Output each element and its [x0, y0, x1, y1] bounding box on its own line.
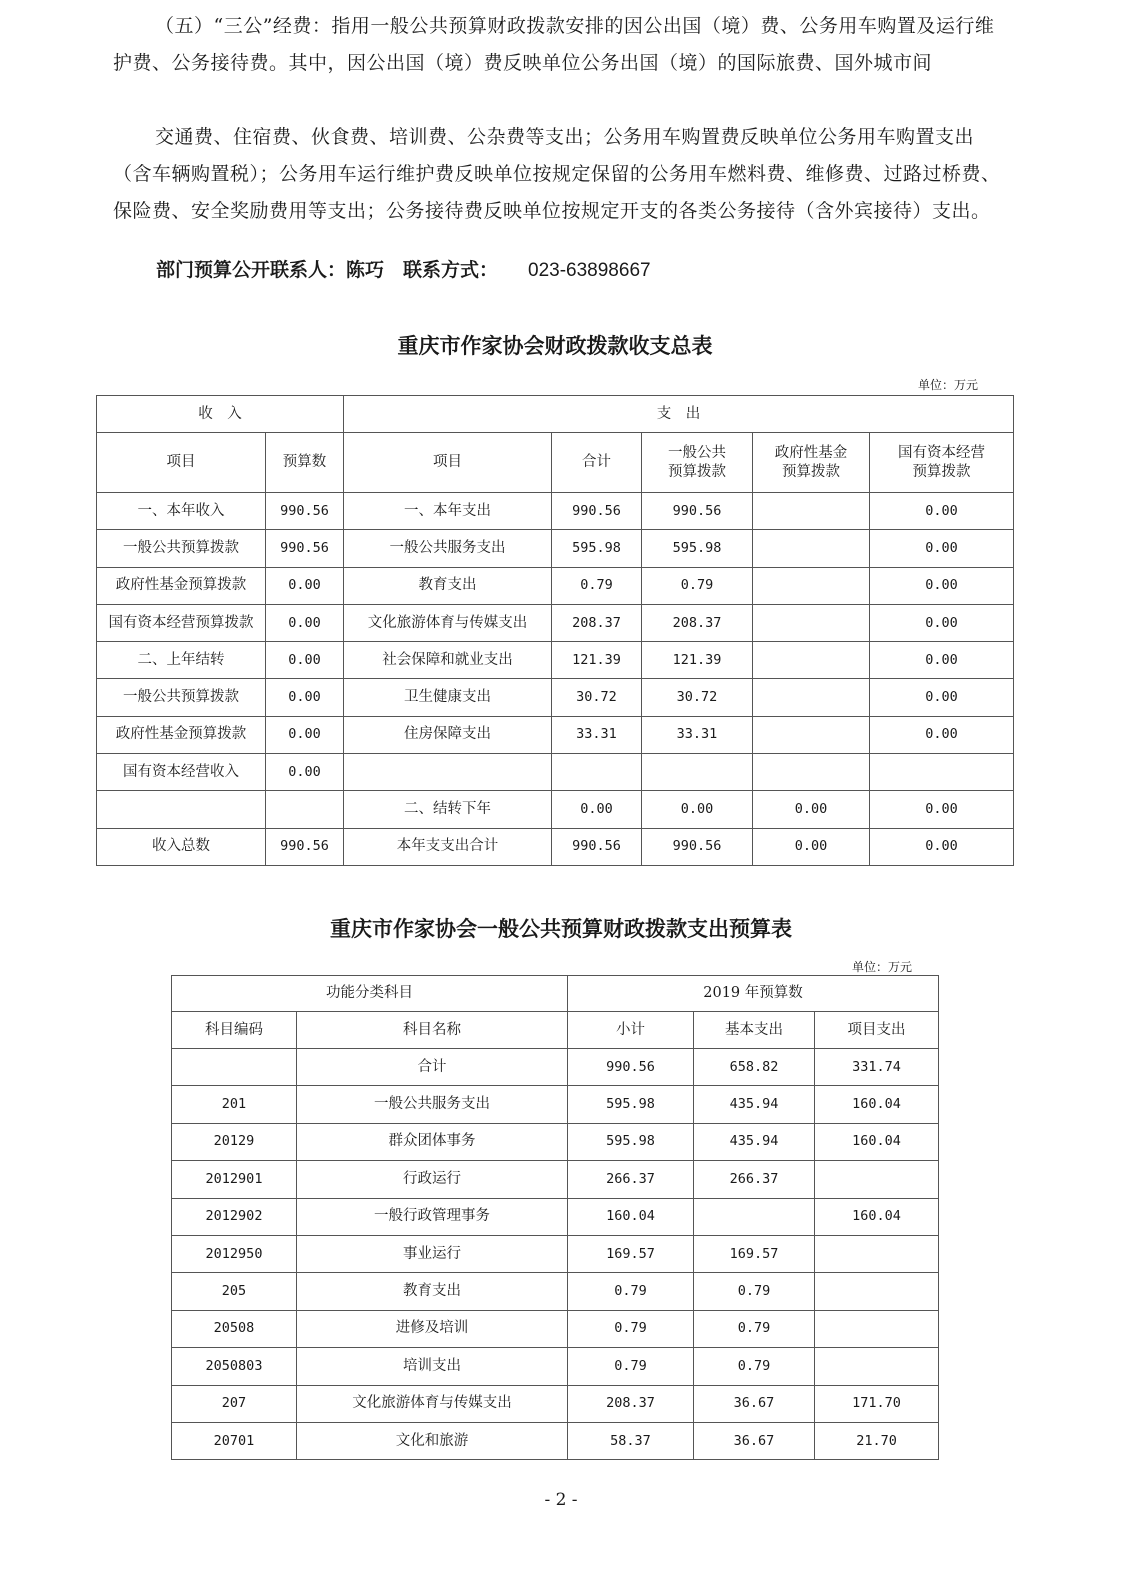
- column-header: 小计: [568, 1012, 694, 1049]
- table-cell: [753, 642, 870, 679]
- column-header: 一般公共 预算拨款: [642, 433, 753, 493]
- table-cell: 一般公共服务支出: [297, 1086, 568, 1123]
- table-cell: 595.98: [568, 1086, 694, 1123]
- table-cell: 36.67: [694, 1422, 815, 1459]
- table-cell: 一、本年收入: [97, 493, 266, 530]
- paragraph-three-public-expenses: （五）“三公”经费：指用一般公共预算财政拨款安排的因公出国（境）费、公务用车购置及运行维护费、公务接待费。其中，因公出国（境）费反映单位公务出国（境）的国际旅费、国外城市间: [113, 15, 995, 74]
- table-cell: 一般公共服务支出: [344, 530, 552, 567]
- table-cell: 0.00: [870, 604, 1014, 641]
- table-row: [172, 1086, 939, 1123]
- column-header: 项目支出: [815, 1012, 939, 1049]
- table-cell: [694, 1198, 815, 1235]
- table-row: [97, 567, 1014, 604]
- table-row: [172, 1198, 939, 1235]
- table-cell: [753, 679, 870, 716]
- table-cell: 收入总数: [97, 828, 266, 865]
- fiscal-summary-table: [96, 395, 1014, 866]
- general-budget-expense-table: [171, 975, 939, 1460]
- table-cell: 政府性基金预算拨款: [97, 567, 266, 604]
- table-cell: 0.79: [568, 1273, 694, 1310]
- table-cell: 266.37: [694, 1161, 815, 1198]
- table-cell: 990.56: [266, 493, 344, 530]
- table-cell: 0.00: [870, 679, 1014, 716]
- table-cell: [344, 754, 552, 791]
- table-cell: 990.56: [552, 828, 642, 865]
- table-cell: 0.00: [642, 791, 753, 828]
- table-cell: 0.00: [266, 716, 344, 753]
- table-cell: 658.82: [694, 1049, 815, 1086]
- table-row: [172, 1161, 939, 1198]
- table-cell: 卫生健康支出: [344, 679, 552, 716]
- table-cell: 0.00: [753, 828, 870, 865]
- table-cell: 教育支出: [297, 1273, 568, 1310]
- table-cell: [753, 530, 870, 567]
- table-cell: 595.98: [568, 1123, 694, 1160]
- table-cell: 21.70: [815, 1422, 939, 1459]
- table-cell: 435.94: [694, 1086, 815, 1123]
- table-cell: 0.79: [568, 1348, 694, 1385]
- table-cell: 0.00: [870, 791, 1014, 828]
- table2-unit: 单位：万元: [852, 960, 913, 974]
- table-row: [172, 1310, 939, 1347]
- table-row: [97, 604, 1014, 641]
- table-row: [97, 530, 1014, 567]
- table-cell: [97, 791, 266, 828]
- table-cell: 20129: [172, 1123, 297, 1160]
- table-cell: 0.00: [266, 567, 344, 604]
- table-cell: [815, 1310, 939, 1347]
- table-cell: 169.57: [568, 1235, 694, 1272]
- table-cell: 一般公共预算拨款: [97, 530, 266, 567]
- table-cell: 0.79: [552, 567, 642, 604]
- table-cell: 121.39: [642, 642, 753, 679]
- table-cell: 0.79: [642, 567, 753, 604]
- table-cell: 435.94: [694, 1123, 815, 1160]
- table-cell: 20701: [172, 1422, 297, 1459]
- table-cell: [753, 604, 870, 641]
- table-cell: [753, 567, 870, 604]
- column-header: 预算数: [266, 433, 344, 493]
- table-cell: 160.04: [568, 1198, 694, 1235]
- table-cell: 0.79: [694, 1310, 815, 1347]
- table-cell: [815, 1235, 939, 1272]
- table-cell: 207: [172, 1385, 297, 1422]
- table-cell: 教育支出: [344, 567, 552, 604]
- table-cell: 0.00: [266, 754, 344, 791]
- table-cell: 33.31: [642, 716, 753, 753]
- table-row: [97, 642, 1014, 679]
- table-cell: 0.00: [266, 679, 344, 716]
- table-cell: 住房保障支出: [344, 716, 552, 753]
- table-row: [172, 1385, 939, 1422]
- table-cell: 国有资本经营收入: [97, 754, 266, 791]
- table-cell: 331.74: [815, 1049, 939, 1086]
- column-header: 基本支出: [694, 1012, 815, 1049]
- table-row: [97, 679, 1014, 716]
- table-cell: 文化和旅游: [297, 1422, 568, 1459]
- table-cell: 990.56: [642, 828, 753, 865]
- table-cell: 合计: [297, 1049, 568, 1086]
- column-header: 合计: [552, 433, 642, 493]
- table-row: [97, 791, 1014, 828]
- table-row: [172, 1049, 939, 1086]
- table-cell: 208.37: [552, 604, 642, 641]
- group-header-budget-2019: 2019 年预算数: [568, 976, 939, 1012]
- column-header: 项目: [344, 433, 552, 493]
- table-row: [172, 1422, 939, 1459]
- table-cell: 文化旅游体育与传媒支出: [344, 604, 552, 641]
- column-header: 国有资本经营 预算拨款: [870, 433, 1014, 493]
- table-cell: 群众团体事务: [297, 1123, 568, 1160]
- table-row: [172, 1273, 939, 1310]
- table-cell: 0.00: [552, 791, 642, 828]
- table-cell: 本年支支出合计: [344, 828, 552, 865]
- table-cell: 990.56: [568, 1049, 694, 1086]
- table-cell: [870, 754, 1014, 791]
- table-cell: 208.37: [642, 604, 753, 641]
- table-cell: 2012901: [172, 1161, 297, 1198]
- table-cell: 595.98: [552, 530, 642, 567]
- table-cell: 二、结转下年: [344, 791, 552, 828]
- table-row: [172, 1235, 939, 1272]
- table-cell: 行政运行: [297, 1161, 568, 1198]
- table-cell: 0.00: [870, 567, 1014, 604]
- table-cell: [172, 1049, 297, 1086]
- table-row: [97, 493, 1014, 530]
- table-cell: 160.04: [815, 1198, 939, 1235]
- table-cell: 0.00: [870, 493, 1014, 530]
- contact-label: 部门预算公开联系人：陈巧 联系方式：: [156, 259, 499, 281]
- column-header: 项目: [97, 433, 266, 493]
- table-cell: [815, 1348, 939, 1385]
- column-header: 政府性基金 预算拨款: [753, 433, 870, 493]
- page-number: - 2 -: [544, 1490, 578, 1510]
- table-cell: 2012902: [172, 1198, 297, 1235]
- table-cell: [753, 493, 870, 530]
- table-cell: 0.00: [266, 604, 344, 641]
- table-cell: 201: [172, 1086, 297, 1123]
- table-cell: 国有资本经营预算拨款: [97, 604, 266, 641]
- table-cell: 0.79: [568, 1310, 694, 1347]
- table-row: [97, 716, 1014, 753]
- paragraph-expense-details: 交通费、住宿费、伙食费、培训费、公杂费等支出；公务用车购置费反映单位公务用车购置支出（含车辆购置税）；公务用车运行维护费反映单位按规定保留的公务用车燃料费、维修费、过路过桥费、保险费、安全奖励费用等支出；公务接待费反映单位按规定开支的各类公务接待（含外宾接待）支出。: [113, 126, 1001, 222]
- group-header-expense: 支 出: [344, 396, 1014, 433]
- table-cell: 595.98: [642, 530, 753, 567]
- table-cell: 36.67: [694, 1385, 815, 1422]
- table-cell: 一般公共预算拨款: [97, 679, 266, 716]
- table-cell: 文化旅游体育与传媒支出: [297, 1385, 568, 1422]
- table-cell: [753, 716, 870, 753]
- table-cell: 0.79: [694, 1273, 815, 1310]
- table-cell: 208.37: [568, 1385, 694, 1422]
- table-cell: 0.00: [753, 791, 870, 828]
- table-cell: 一般行政管理事务: [297, 1198, 568, 1235]
- table-cell: 一、本年支出: [344, 493, 552, 530]
- table-cell: 20508: [172, 1310, 297, 1347]
- table-cell: 205: [172, 1273, 297, 1310]
- table-cell: 169.57: [694, 1235, 815, 1272]
- table-cell: 171.70: [815, 1385, 939, 1422]
- table-cell: 990.56: [266, 530, 344, 567]
- contact-phone: 023-63898667: [528, 260, 651, 281]
- table-cell: [642, 754, 753, 791]
- table1-title: 重庆市作家协会财政拨款收支总表: [397, 334, 713, 358]
- group-header-function-class: 功能分类科目: [172, 976, 568, 1012]
- table-cell: 990.56: [552, 493, 642, 530]
- table-cell: 121.39: [552, 642, 642, 679]
- table-cell: 政府性基金预算拨款: [97, 716, 266, 753]
- table-cell: [552, 754, 642, 791]
- table-cell: 990.56: [642, 493, 753, 530]
- table-row: [172, 1348, 939, 1385]
- column-header: 科目编码: [172, 1012, 297, 1049]
- table-cell: 160.04: [815, 1086, 939, 1123]
- table-cell: 30.72: [552, 679, 642, 716]
- table-cell: 二、上年结转: [97, 642, 266, 679]
- table-cell: 0.00: [266, 642, 344, 679]
- table-cell: 0.00: [870, 716, 1014, 753]
- contact-line: [156, 255, 651, 286]
- table-cell: [753, 754, 870, 791]
- table-cell: 2050803: [172, 1348, 297, 1385]
- table-cell: 事业运行: [297, 1235, 568, 1272]
- table-cell: 33.31: [552, 716, 642, 753]
- table-cell: 266.37: [568, 1161, 694, 1198]
- table2-title: 重庆市作家协会一般公共预算财政拨款支出预算表: [330, 917, 792, 941]
- table-cell: [815, 1161, 939, 1198]
- table-cell: 培训支出: [297, 1348, 568, 1385]
- table-cell: 160.04: [815, 1123, 939, 1160]
- table-cell: 0.00: [870, 530, 1014, 567]
- table-cell: [815, 1273, 939, 1310]
- table-row: [172, 1123, 939, 1160]
- table-cell: 0.00: [870, 642, 1014, 679]
- table-cell: 进修及培训: [297, 1310, 568, 1347]
- table-cell: 0.00: [870, 828, 1014, 865]
- table-cell: 990.56: [266, 828, 344, 865]
- table-row: [97, 754, 1014, 791]
- table-row: [97, 828, 1014, 865]
- table1-unit: 单位：万元: [918, 378, 979, 392]
- column-header: 科目名称: [297, 1012, 568, 1049]
- table-cell: [266, 791, 344, 828]
- table-cell: 社会保障和就业支出: [344, 642, 552, 679]
- table-cell: 30.72: [642, 679, 753, 716]
- group-header-income: 收 入: [97, 396, 344, 433]
- table-cell: 0.79: [694, 1348, 815, 1385]
- table-cell: 58.37: [568, 1422, 694, 1459]
- table-cell: 2012950: [172, 1235, 297, 1272]
